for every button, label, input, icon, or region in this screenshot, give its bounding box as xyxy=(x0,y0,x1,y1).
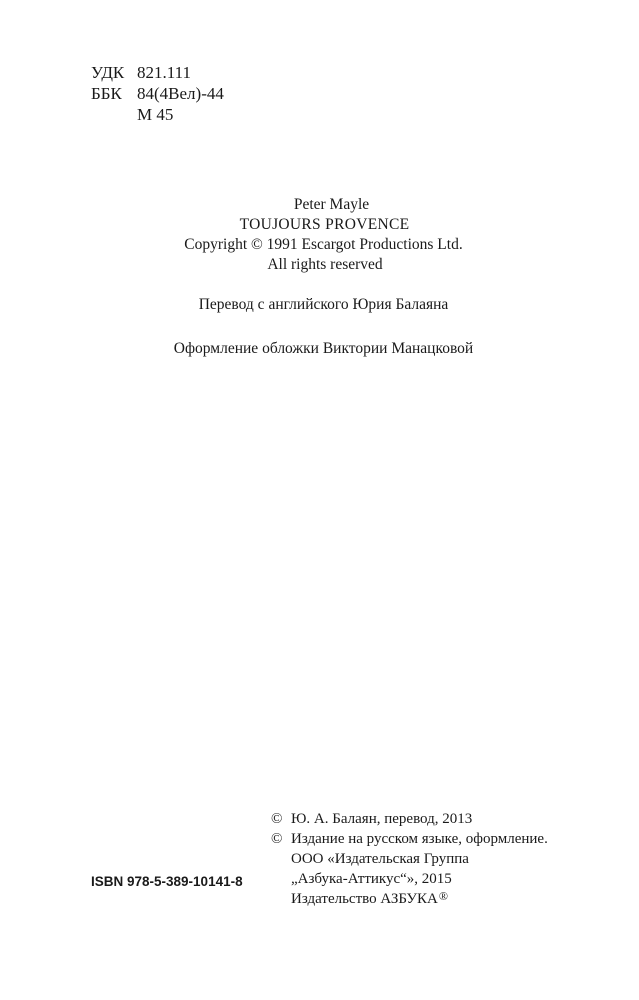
udk-label: УДК xyxy=(91,63,125,82)
copyright-edition: Издание на русском языке, оформление. xyxy=(291,831,548,847)
rights-statement: All rights reserved xyxy=(267,256,383,273)
bbk-value: 84(4Вел)-44 xyxy=(137,84,224,103)
author-mark-row xyxy=(91,104,224,125)
copyright-translation: Ю. А. Балаян, перевод, 2013 xyxy=(291,811,473,827)
original-author: Peter Mayle xyxy=(293,196,370,213)
copyright-translation-row xyxy=(271,809,548,829)
publisher-name: ООО «Издательская Группа xyxy=(291,851,469,867)
publisher-row xyxy=(271,849,548,869)
original-copyright: Copyright © 1991 Escargot Productions Ltd. xyxy=(184,236,463,253)
registered-mark: ® xyxy=(438,889,449,903)
original-credits xyxy=(0,195,639,275)
isbn-number: ISBN 978-5-389-10141-8 xyxy=(91,874,243,889)
publisher-name-cont: „Азбука-Аттикус“», 2015 xyxy=(291,871,452,887)
classification-block xyxy=(91,62,224,125)
udk-row xyxy=(91,62,224,83)
original-title: TOUJOURS PROVENCE xyxy=(239,216,410,233)
copyright-symbol: © xyxy=(271,831,283,847)
udk-value: 821.111 xyxy=(137,63,191,82)
cover-design-credit: Оформление обложки Виктории Манацковой xyxy=(173,340,474,357)
bbk-label: ББК xyxy=(91,84,122,103)
imprint-row xyxy=(271,889,548,909)
author-mark: М 45 xyxy=(137,105,174,124)
copyright-edition-row xyxy=(271,829,548,849)
copyright-notices xyxy=(271,809,548,909)
copyright-symbol: © xyxy=(271,811,283,827)
imprint-name: Издательство АЗБУКА xyxy=(291,891,438,907)
publisher-row-2 xyxy=(271,869,548,889)
bbk-row xyxy=(91,83,224,104)
translator-credit: Перевод с английского Юрия Балаяна xyxy=(198,296,449,313)
